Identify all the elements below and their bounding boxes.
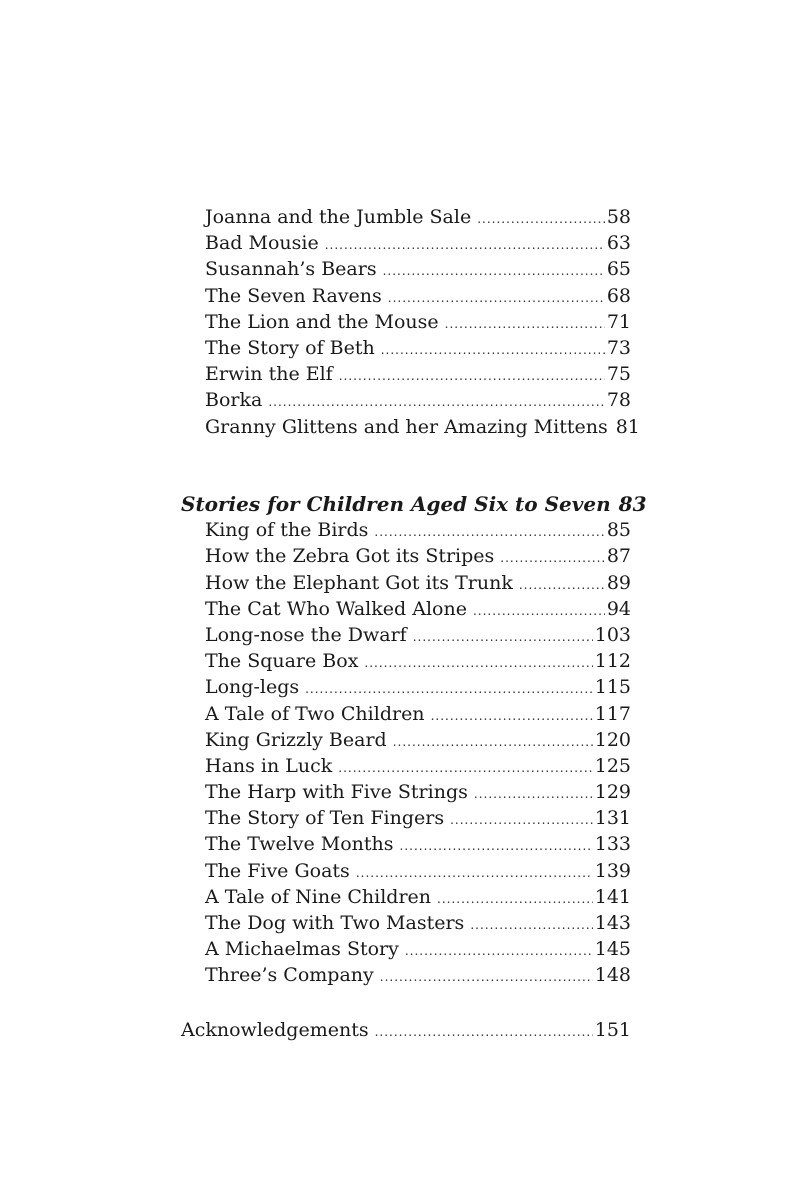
- entry-title: The Story of Beth: [205, 336, 375, 359]
- dot-leader: [431, 703, 593, 729]
- section-heading[interactable]: [181, 491, 647, 517]
- toc-entry[interactable]: [181, 962, 631, 988]
- entry-page: 129: [594, 781, 631, 804]
- entry-title: King of the Birds: [205, 519, 369, 542]
- entry-page: 151: [594, 1019, 631, 1041]
- section-heading-title: Stories for Children Aged Six to Seven: [181, 492, 611, 516]
- entry-page: 71: [606, 310, 631, 333]
- toc-section-six-to-seven: [181, 491, 647, 989]
- dot-leader: [470, 912, 592, 938]
- section-heading-page: 83: [618, 492, 647, 516]
- dot-leader: [305, 676, 593, 702]
- entry-page: 115: [594, 676, 631, 699]
- dot-leader: [474, 781, 593, 807]
- dot-leader: [356, 860, 593, 886]
- toc-entry[interactable]: [181, 387, 631, 413]
- toc-entry[interactable]: [181, 517, 631, 543]
- toc-entry[interactable]: [181, 648, 631, 674]
- entry-page: 85: [606, 519, 631, 542]
- dot-leader: [400, 833, 593, 859]
- toc-entry[interactable]: [181, 831, 631, 857]
- entry-page: 131: [594, 807, 631, 830]
- entry-page: 125: [594, 754, 631, 777]
- entry-title: The Dog with Two Masters: [205, 912, 465, 934]
- entry-page: 141: [594, 885, 631, 908]
- entry-title: How the Zebra Got its Stripes: [205, 545, 495, 568]
- dot-leader: [450, 807, 593, 833]
- toc-entry[interactable]: [181, 884, 631, 910]
- dot-leader: [388, 285, 605, 311]
- toc-entry[interactable]: [181, 596, 631, 622]
- toc-entry[interactable]: [181, 753, 631, 779]
- entry-title: Acknowledgements: [181, 1019, 369, 1041]
- entry-page: 58: [606, 206, 631, 228]
- entry-page: 89: [606, 571, 631, 594]
- dot-leader: [473, 598, 605, 624]
- dot-leader: [374, 519, 604, 545]
- entry-title: Long-nose the Dwarf: [205, 623, 407, 646]
- entry-title: The Twelve Months: [205, 833, 394, 856]
- dot-leader: [338, 755, 592, 781]
- section-entries: [181, 517, 631, 988]
- entry-page: 143: [594, 912, 631, 934]
- toc-entry[interactable]: [181, 622, 631, 648]
- dot-leader: [405, 938, 593, 964]
- toc-entry[interactable]: [181, 910, 631, 936]
- entry-page: 73: [606, 336, 631, 359]
- dot-leader: [383, 258, 605, 284]
- entry-page: 63: [606, 232, 631, 255]
- entry-title: Granny Glittens and her Amazing Mittens: [205, 415, 608, 438]
- toc-entry[interactable]: [181, 543, 631, 569]
- entry-page: 117: [594, 702, 631, 725]
- dot-leader: [325, 232, 605, 258]
- entry-title: Erwin the Elf: [205, 363, 333, 386]
- entry-page: 112: [594, 650, 631, 673]
- toc-entry[interactable]: [181, 674, 631, 700]
- toc-entry[interactable]: [181, 936, 631, 962]
- toc-entry[interactable]: [181, 256, 631, 282]
- entry-title: King Grizzly Beard: [205, 728, 387, 751]
- toc-entry[interactable]: [181, 230, 631, 256]
- dot-leader: [375, 1019, 593, 1045]
- entry-title: A Tale of Two Children: [205, 702, 425, 725]
- toc-entry-acknowledgements[interactable]: [181, 1017, 631, 1043]
- toc-entry[interactable]: [181, 779, 631, 805]
- dot-leader: [500, 545, 605, 571]
- entry-page: 81: [615, 415, 640, 438]
- entry-page: 78: [606, 389, 631, 412]
- entry-page: 133: [594, 833, 631, 856]
- entry-title: Long-legs: [205, 676, 300, 699]
- toc-entry[interactable]: [181, 335, 631, 361]
- entry-title: Borka: [205, 389, 263, 412]
- dot-leader: [268, 389, 604, 415]
- entry-page: 68: [606, 284, 631, 307]
- toc-entry[interactable]: [181, 204, 631, 230]
- entry-title: How the Elephant Got its Trunk: [205, 571, 513, 594]
- entry-title: Susannah’s Bears: [205, 258, 377, 281]
- entry-title: The Harp with Five Strings: [205, 781, 468, 804]
- dot-leader: [393, 729, 593, 755]
- entry-page: 120: [594, 728, 631, 751]
- toc-entry[interactable]: [181, 727, 631, 753]
- dot-leader: [477, 206, 605, 232]
- toc-entry[interactable]: [181, 701, 631, 727]
- entry-title: Hans in Luck: [205, 754, 333, 777]
- toc-group-previous-section: [181, 204, 640, 440]
- dot-leader: [339, 363, 605, 389]
- dot-leader: [413, 624, 593, 650]
- entry-page: 94: [606, 597, 631, 620]
- entry-page: 145: [594, 938, 631, 961]
- entry-page: 75: [606, 363, 631, 386]
- entry-title: The Five Goats: [205, 859, 350, 882]
- entry-title: A Michaelmas Story: [205, 938, 399, 961]
- entry-page: 139: [594, 859, 631, 882]
- entry-page: 65: [606, 258, 631, 281]
- entry-title: The Cat Who Walked Alone: [205, 597, 467, 620]
- toc-acknowledgements: [181, 1017, 631, 1043]
- entry-page: 103: [594, 623, 631, 646]
- toc-entry[interactable]: [181, 858, 631, 884]
- toc-entry[interactable]: [181, 570, 631, 596]
- entry-title: The Seven Ravens: [205, 284, 382, 307]
- entry-title: Bad Mousie: [205, 232, 319, 255]
- dot-leader: [364, 650, 592, 676]
- dot-leader: [445, 311, 605, 337]
- entry-page: 148: [594, 964, 631, 987]
- entry-title: Joanna and the Jumble Sale: [205, 206, 472, 228]
- entry-title: A Tale of Nine Children: [205, 885, 432, 908]
- entry-title: The Story of Ten Fingers: [205, 807, 445, 830]
- toc-entry[interactable]: [181, 283, 631, 309]
- dot-leader: [380, 964, 593, 990]
- toc-entry[interactable]: [181, 309, 631, 335]
- toc-entry[interactable]: [181, 414, 640, 440]
- entry-title: Three’s Company: [205, 964, 374, 987]
- dot-leader: [381, 337, 605, 363]
- entry-page: 87: [606, 545, 631, 568]
- dot-leader: [519, 572, 605, 598]
- dot-leader: [437, 886, 593, 912]
- toc-entry[interactable]: [181, 805, 631, 831]
- entry-title: The Square Box: [205, 650, 359, 673]
- entry-title: The Lion and the Mouse: [205, 310, 439, 333]
- toc-entry[interactable]: [181, 361, 631, 387]
